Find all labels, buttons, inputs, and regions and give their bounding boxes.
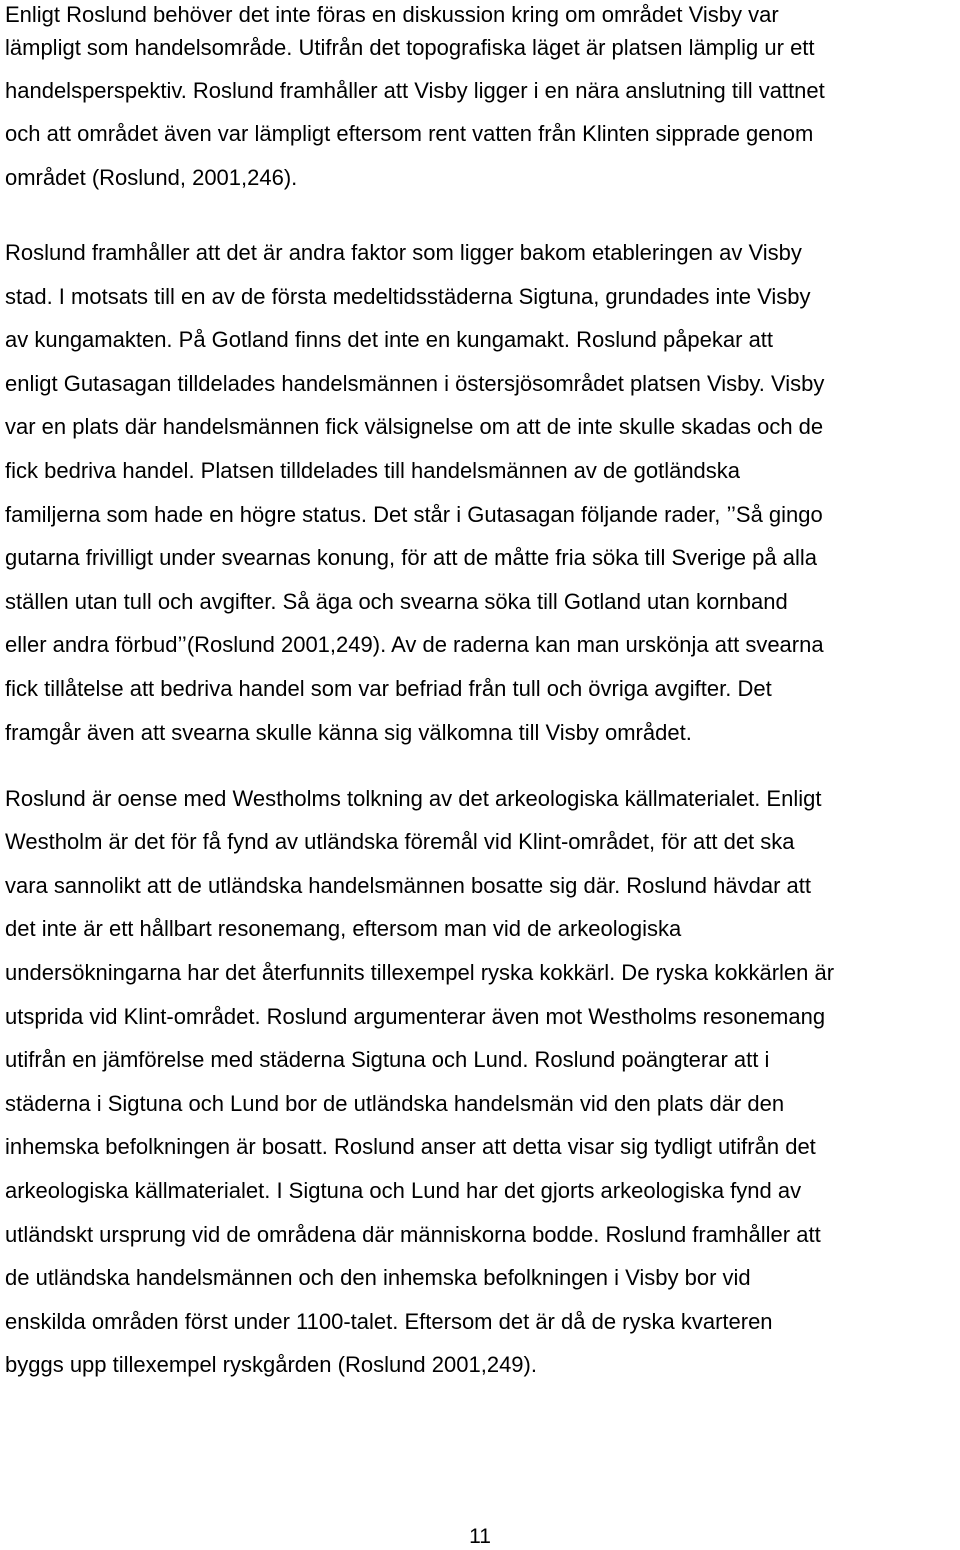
text-line: Roslund är oense med Westholms tolkning av det arkeologiska källmaterialet. Enligt: [5, 786, 822, 811]
text-line: lämpligt som handelsområde. Utifrån det topografiska läget är platsen lämplig ur ett: [5, 35, 815, 60]
text-line: utsprida vid Klint-området. Roslund argumenterar även mot Westholms resonemang: [5, 1004, 826, 1029]
text-line: stad. I motsats till en av de första medeltidsstäderna Sigtuna, grundades inte Visby: [5, 284, 811, 309]
text-line: gutarna frivilligt under svearnas konung, för att de måtte fria söka till Sverige på alla: [5, 545, 817, 570]
text-line: arkeologiska källmaterialet. I Sigtuna och Lund har det gjorts arkeologiska fynd av: [5, 1178, 802, 1203]
text-line: Westholm är det för få fynd av utländska föremål vid Klint-området, för att det ska: [5, 829, 795, 854]
text-line: vara sannolikt att de utländska handelsmännen bosatte sig där. Roslund hävdar att: [5, 873, 811, 898]
text-line: inhemska befolkningen är bosatt. Roslund anser att detta visar sig tydligt utifrån det: [5, 1134, 816, 1159]
text-line: var en plats där handelsmännen fick välsignelse om att de inte skulle skadas och de: [5, 414, 824, 439]
text-line: byggs upp tillexempel ryskgården (Roslund 2001,249).: [5, 1352, 537, 1377]
text-line: eller andra förbud’’(Roslund 2001,249). Av de raderna kan man urskönja att svearna: [5, 632, 824, 657]
text-line: av kungamakten. På Gotland finns det inte en kungamakt. Roslund påpekar att: [5, 327, 774, 352]
text-line: fick tillåtelse att bedriva handel som var befriad från tull och övriga avgifter. Det: [5, 676, 772, 701]
text-line: de utländska handelsmännen och den inhemska befolkningen i Visby bor vid: [5, 1265, 751, 1290]
text-line: Roslund framhåller att det är andra faktor som ligger bakom etableringen av Visby: [5, 240, 802, 265]
text-line: enskilda områden först under 1100-talet. Eftersom det är då de ryska kvarteren: [5, 1309, 773, 1334]
text-line: ställen utan tull och avgifter. Så äga och svearna söka till Gotland utan kornband: [5, 589, 788, 614]
text-line: handelsperspektiv. Roslund framhåller att Visby ligger i en nära anslutning till vattnet: [5, 78, 825, 103]
text-line: undersökningarna har det återfunnits tillexempel ryska kokkärl. De ryska kokkärlen är: [5, 960, 835, 985]
text-line: framgår även att svearna skulle känna sig välkomna till Visby området.: [5, 720, 692, 745]
text-line: utländskt ursprung vid de områdena där människorna bodde. Roslund framhåller att: [5, 1222, 821, 1247]
text-line: och att området även var lämpligt eftersom rent vatten från Klinten sipprade genom: [5, 121, 814, 146]
text-line: fick bedriva handel. Platsen tilldelades till handelsmännen av de gotländska: [5, 458, 741, 483]
text-line: Enligt Roslund behöver det inte föras en diskussion kring om området Visby var: [5, 2, 779, 27]
text-line: städerna i Sigtuna och Lund bor de utländska handelsmän vid den plats där den: [5, 1091, 785, 1116]
page-number: 11: [469, 1525, 491, 1548]
text-line: enligt Gutasagan tilldelades handelsmännen i östersjösområdet platsen Visby. Visby: [5, 371, 825, 396]
text-line: utifrån en jämförelse med städerna Sigtuna och Lund. Roslund poängterar att i: [5, 1047, 770, 1072]
text-line: det inte är ett hållbart resonemang, eftersom man vid de arkeologiska: [5, 916, 682, 941]
text-line: familjerna som hade en högre status. Det står i Gutasagan följande rader, ’’Så gingo: [5, 502, 823, 527]
text-line: området (Roslund, 2001,246).: [5, 165, 298, 190]
